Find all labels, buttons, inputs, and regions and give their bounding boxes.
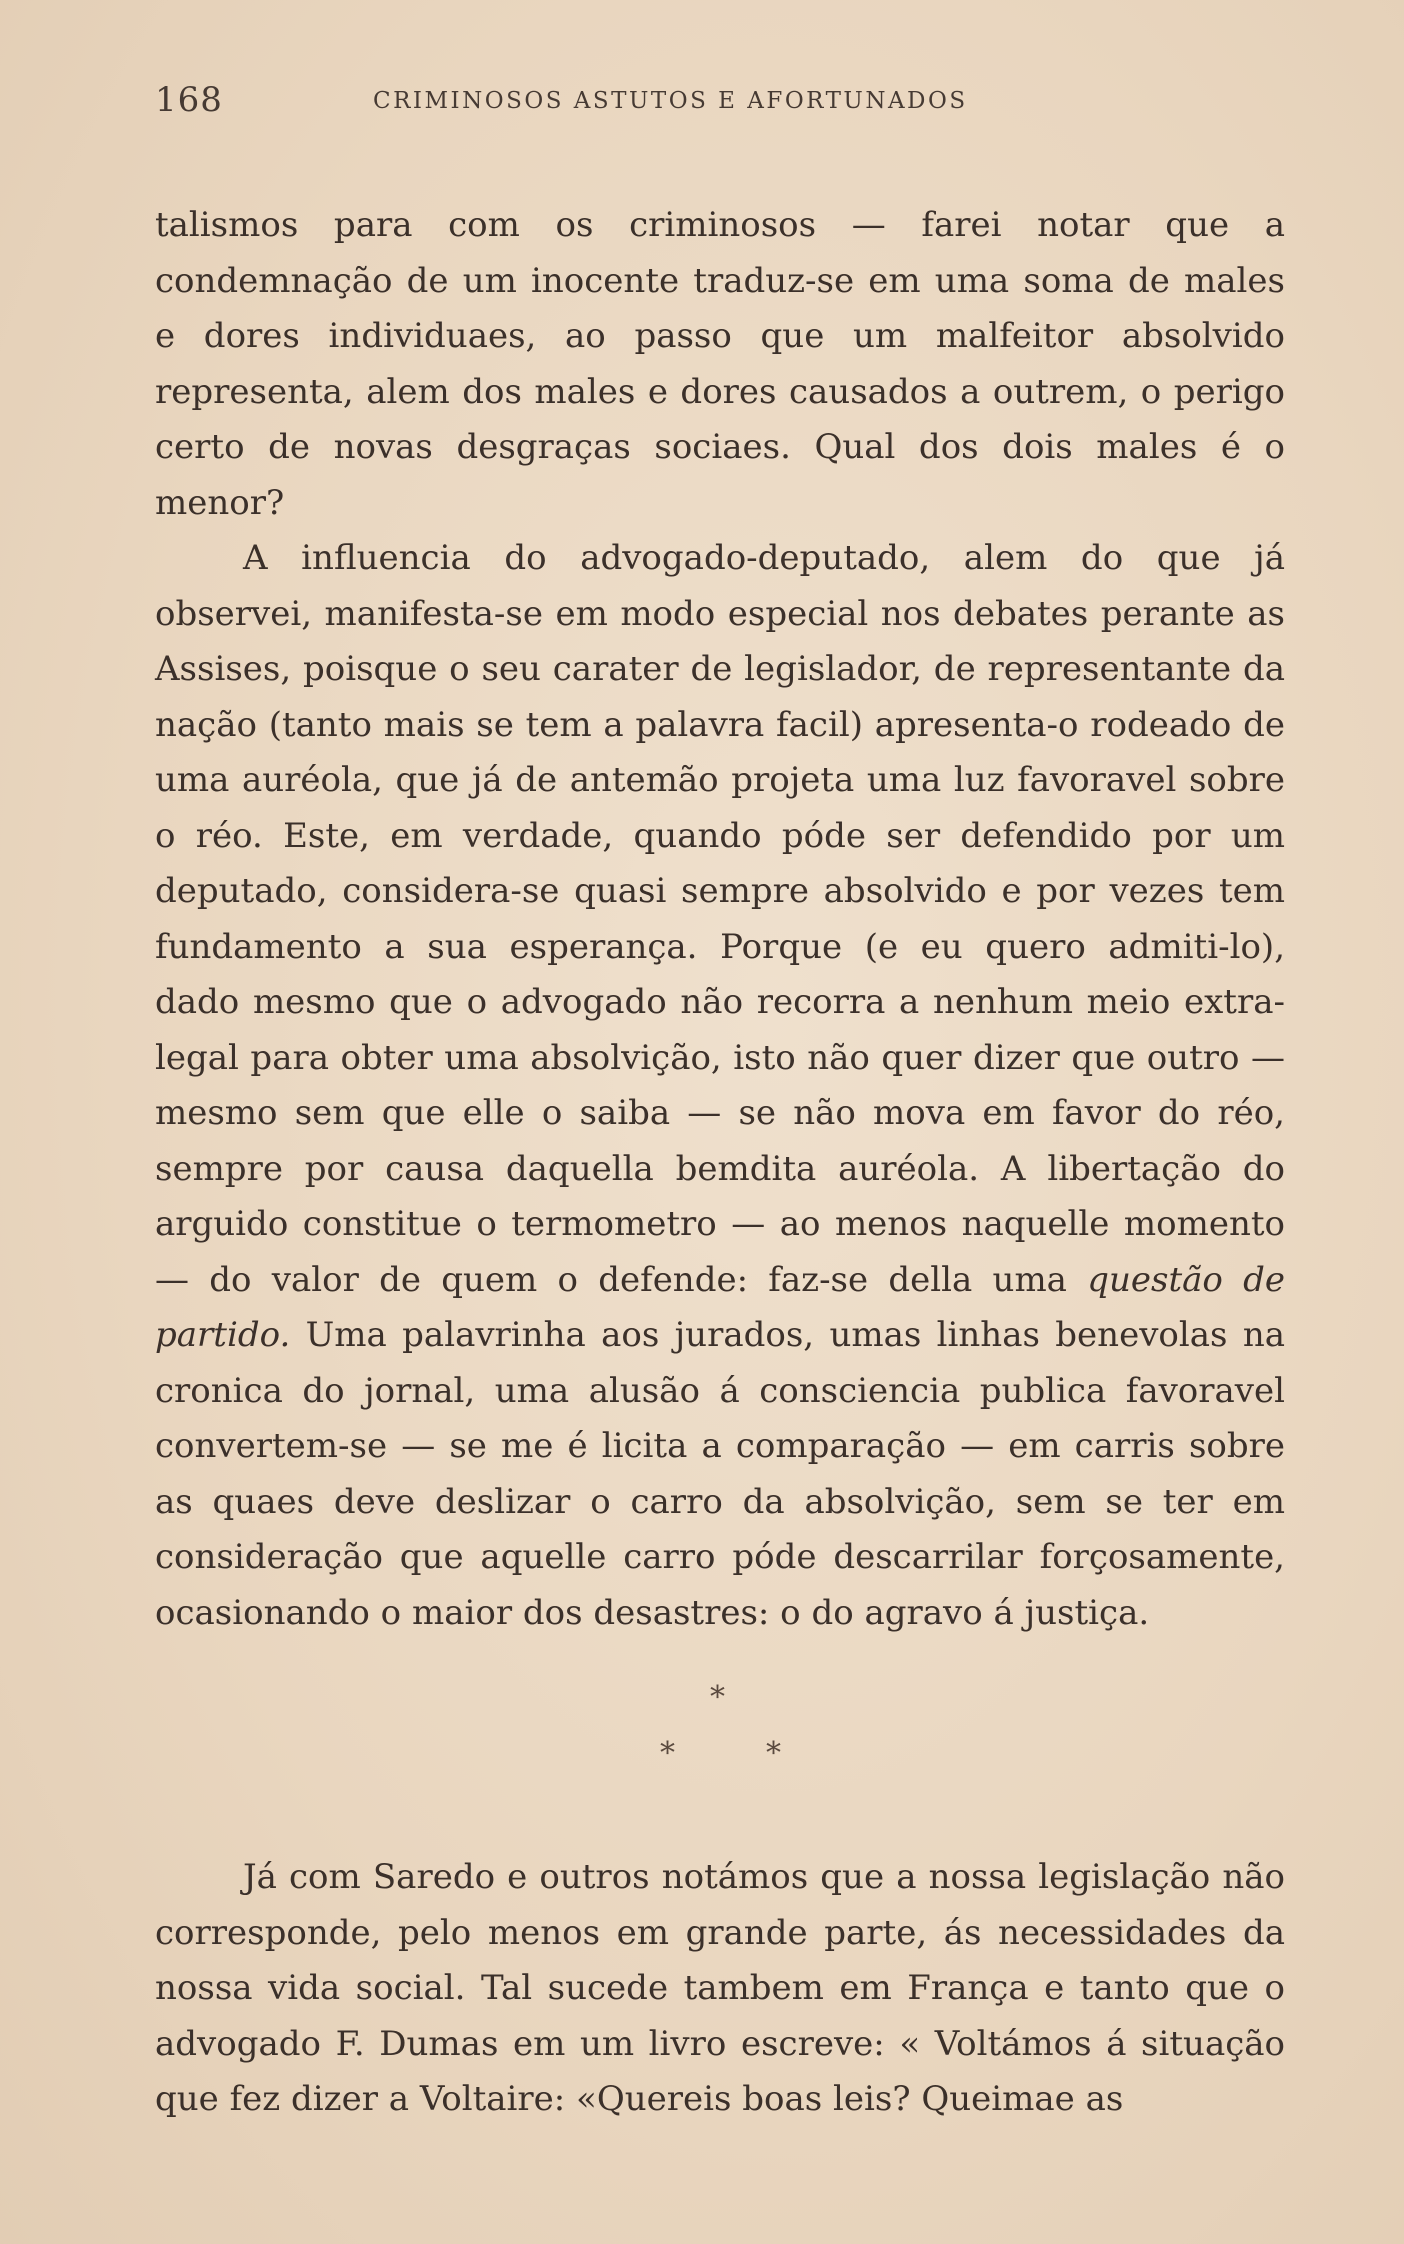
italic-phrase: questão de partido.: [155, 1259, 1285, 1355]
paragraph-2: [155, 531, 1285, 1641]
paragraph-2-text-a: A influencia do advogado-deputado, alem do que já observei, manifesta-se em modo especial nos debates perante as Assises, poisque o seu carater de legislador, de representante da nação (tanto mais se tem a palavra facil) apresenta-o rodeado de uma auréola, que já de antemão projeta uma luz favoravel sobre o réo. Este, em verdade, quando póde ser defendido por um deputado, considera-se quasi sempre absolvido e por vezes tem fundamento a sua esperança. Porque (e eu quero admiti-lo), dado mesmo que o advogado não recorra a nenhum meio extra-legal para obter uma absolvição, isto não quer dizer que outro — mesmo sem que elle o saiba — se não mova em favor do réo, sempre por causa daquella bemdita auréola. A libertação do arguido constitue o termometro — ao menos naquelle momento — do valor de quem o defende: faz-se della uma: [155, 538, 1285, 1300]
paragraph-3: [155, 1850, 1285, 2128]
page-header: [155, 80, 1284, 124]
paragraph-2-text-b: Uma palavrinha aos jurados, umas linhas benevolas na cronica do jornal, uma alusão á consciencia publica favoravel convertem-se — se me é licita a comparação — em carris sobre as quaes deve deslizar o carro da absolvição, sem se ter em consideração que aquelle carro póde descarrilar forçosamente, ocasionando o maior dos desastres: o do agravo á justiça.: [155, 1315, 1285, 1633]
asterism-star-top: *: [710, 1680, 725, 1715]
body-text: [155, 198, 1285, 1641]
paragraph-3-text: Já com Saredo e outros notámos que a nossa legislação não corresponde, pelo menos em grande parte, ás necessidades da nossa vida social. Tal sucede tambem em França e tanto que o advogado F. Dumas em um livro escreve: « Voltámos á situação que fez dizer a Voltaire: «Quereis boas leis? Queimae as: [155, 1857, 1285, 2119]
asterism-star-left: *: [660, 1736, 675, 1771]
running-head: CRIMINOSOS ASTUTOS E AFORTUNADOS: [373, 88, 968, 114]
asterism-star-right: *: [766, 1736, 781, 1771]
page-number: 168: [155, 80, 223, 120]
section-break-asterism: [0, 1680, 1404, 1790]
paragraph-1: talismos para com os criminosos — farei notar que a condemnação de um inocente traduz-se em uma soma de males e dores individuaes, ao passo que um malfeitor absolvido representa, alem dos males e dores causados a outrem, o perigo certo de novas desgraças sociaes. Qual dos dois males é o menor?: [155, 205, 1285, 523]
